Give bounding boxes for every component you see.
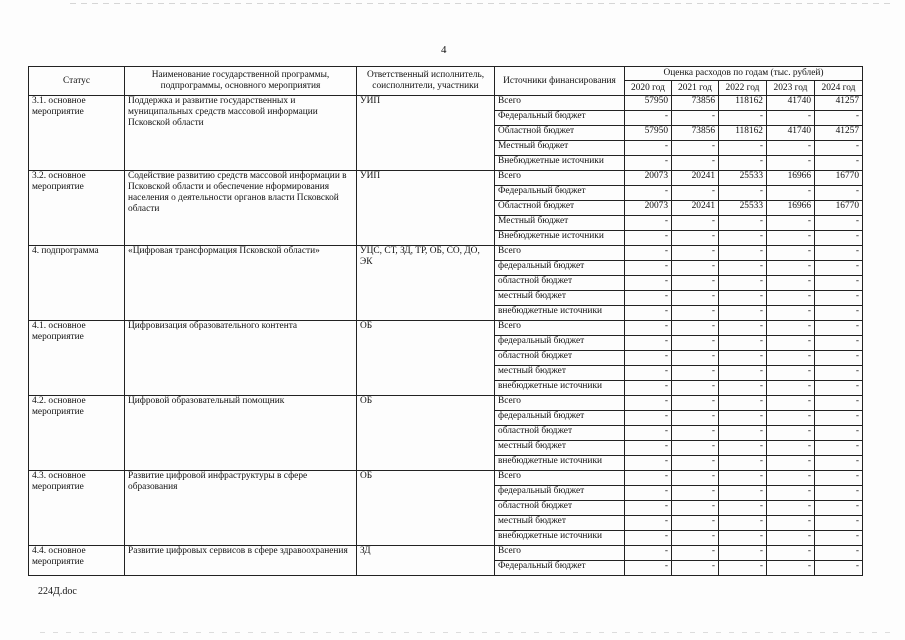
amount-cell: - <box>625 396 672 411</box>
amount-cell: - <box>672 336 719 351</box>
amount-cell: - <box>815 261 863 276</box>
amount-cell: - <box>719 351 767 366</box>
table-row <box>29 546 863 561</box>
table-row <box>29 171 863 186</box>
funding-source: Всего <box>495 96 625 111</box>
amount-cell: - <box>672 186 719 201</box>
row-executor: ОБ <box>357 471 495 546</box>
amount-cell: - <box>672 531 719 546</box>
amount-cell: 41740 <box>767 126 815 141</box>
row-name: Цифровизация образовательного контента <box>125 321 357 396</box>
amount-cell: - <box>719 396 767 411</box>
funding-source: федеральный бюджет <box>495 261 625 276</box>
funding-source: федеральный бюджет <box>495 411 625 426</box>
funding-source: местный бюджет <box>495 291 625 306</box>
amount-cell: 20241 <box>672 171 719 186</box>
amount-cell: - <box>767 441 815 456</box>
amount-cell: - <box>767 336 815 351</box>
amount-cell: - <box>815 456 863 471</box>
amount-cell: 20241 <box>672 201 719 216</box>
amount-cell: - <box>767 246 815 261</box>
amount-cell: - <box>625 456 672 471</box>
funding-source: Местный бюджет <box>495 141 625 156</box>
amount-cell: - <box>719 531 767 546</box>
amount-cell: - <box>815 546 863 561</box>
amount-cell: - <box>719 276 767 291</box>
amount-cell: - <box>672 141 719 156</box>
row-status: 4.2. основное мероприятие <box>29 396 125 471</box>
row-status: 3.2. основное мероприятие <box>29 171 125 246</box>
amount-cell: - <box>719 291 767 306</box>
amount-cell: 73856 <box>672 126 719 141</box>
amount-cell: - <box>672 111 719 126</box>
page-number: 4 <box>441 44 447 56</box>
funding-source: областной бюджет <box>495 501 625 516</box>
amount-cell: - <box>672 396 719 411</box>
table-body <box>29 96 863 576</box>
amount-cell: 16770 <box>815 201 863 216</box>
amount-cell: - <box>719 486 767 501</box>
amount-cell: - <box>672 426 719 441</box>
amount-cell: - <box>672 231 719 246</box>
funding-source: местный бюджет <box>495 366 625 381</box>
table-row <box>29 246 863 261</box>
amount-cell: - <box>767 111 815 126</box>
amount-cell: - <box>815 246 863 261</box>
amount-cell: - <box>767 141 815 156</box>
header-executor: Ответственный исполнитель, соисполнители, участники <box>357 67 495 96</box>
amount-cell: - <box>625 111 672 126</box>
amount-cell: - <box>672 411 719 426</box>
funding-source: Федеральный бюджет <box>495 111 625 126</box>
header-row <box>29 67 863 81</box>
amount-cell: - <box>625 306 672 321</box>
funding-source: федеральный бюджет <box>495 336 625 351</box>
funding-source: внебюджетные источники <box>495 381 625 396</box>
amount-cell: - <box>815 351 863 366</box>
funding-source: областной бюджет <box>495 276 625 291</box>
row-name: Развитие цифровой инфраструктуры в сфере образования <box>125 471 357 546</box>
amount-cell: - <box>815 141 863 156</box>
amount-cell: - <box>672 216 719 231</box>
amount-cell: - <box>719 366 767 381</box>
amount-cell: - <box>672 276 719 291</box>
amount-cell: - <box>625 366 672 381</box>
amount-cell: - <box>815 411 863 426</box>
amount-cell: - <box>719 471 767 486</box>
amount-cell: - <box>767 456 815 471</box>
funding-source: областной бюджет <box>495 426 625 441</box>
amount-cell: - <box>719 441 767 456</box>
amount-cell: - <box>672 501 719 516</box>
amount-cell: - <box>719 516 767 531</box>
amount-cell: 41257 <box>815 96 863 111</box>
amount-cell: - <box>767 276 815 291</box>
amount-cell: 73856 <box>672 96 719 111</box>
table-row <box>29 96 863 111</box>
amount-cell: - <box>719 456 767 471</box>
amount-cell: - <box>672 261 719 276</box>
amount-cell: - <box>815 306 863 321</box>
amount-cell: - <box>815 321 863 336</box>
funding-source: Местный бюджет <box>495 216 625 231</box>
amount-cell: - <box>767 486 815 501</box>
amount-cell: - <box>625 291 672 306</box>
amount-cell: - <box>767 216 815 231</box>
amount-cell: - <box>719 111 767 126</box>
amount-cell: - <box>625 426 672 441</box>
amount-cell: - <box>672 366 719 381</box>
header-year: 2021 год <box>672 81 719 96</box>
amount-cell: 118162 <box>719 96 767 111</box>
amount-cell: - <box>672 516 719 531</box>
amount-cell: - <box>719 141 767 156</box>
amount-cell: - <box>767 411 815 426</box>
amount-cell: - <box>625 411 672 426</box>
amount-cell: - <box>625 486 672 501</box>
amount-cell: - <box>625 216 672 231</box>
amount-cell: - <box>767 291 815 306</box>
amount-cell: - <box>625 561 672 576</box>
amount-cell: - <box>767 231 815 246</box>
funding-source: федеральный бюджет <box>495 486 625 501</box>
amount-cell: 25533 <box>719 171 767 186</box>
amount-cell: - <box>672 291 719 306</box>
amount-cell: - <box>625 501 672 516</box>
amount-cell: - <box>767 471 815 486</box>
row-status: 4.4. основное мероприятие <box>29 546 125 576</box>
amount-cell: - <box>625 546 672 561</box>
amount-cell: - <box>767 381 815 396</box>
header-year: 2023 год <box>767 81 815 96</box>
amount-cell: 20073 <box>625 201 672 216</box>
amount-cell: - <box>767 261 815 276</box>
amount-cell: - <box>719 426 767 441</box>
row-executor: ОБ <box>357 321 495 396</box>
amount-cell: - <box>625 516 672 531</box>
amount-cell: - <box>625 381 672 396</box>
amount-cell: - <box>815 471 863 486</box>
amount-cell: - <box>719 561 767 576</box>
amount-cell: - <box>719 336 767 351</box>
amount-cell: - <box>719 321 767 336</box>
amount-cell: - <box>815 441 863 456</box>
table-row <box>29 471 863 486</box>
amount-cell: - <box>815 501 863 516</box>
funding-source: Всего <box>495 171 625 186</box>
amount-cell: 20073 <box>625 171 672 186</box>
amount-cell: - <box>767 351 815 366</box>
amount-cell: - <box>719 381 767 396</box>
header-name: Наименование государственной программы, подпрограммы, основного мероприятия <box>125 67 357 96</box>
amount-cell: - <box>815 516 863 531</box>
funding-source: внебюджетные источники <box>495 456 625 471</box>
amount-cell: - <box>767 516 815 531</box>
amount-cell: 118162 <box>719 126 767 141</box>
amount-cell: - <box>719 156 767 171</box>
file-name-footer: 224Д.doc <box>38 586 77 597</box>
amount-cell: - <box>815 381 863 396</box>
amount-cell: - <box>672 546 719 561</box>
amount-cell: - <box>625 261 672 276</box>
amount-cell: - <box>815 426 863 441</box>
amount-cell: - <box>719 186 767 201</box>
amount-cell: 16966 <box>767 201 815 216</box>
amount-cell: - <box>625 231 672 246</box>
funding-source: Внебюджетные источники <box>495 231 625 246</box>
amount-cell: 16770 <box>815 171 863 186</box>
amount-cell: - <box>625 336 672 351</box>
amount-cell: - <box>672 441 719 456</box>
amount-cell: 25533 <box>719 201 767 216</box>
amount-cell: 57950 <box>625 126 672 141</box>
amount-cell: - <box>672 321 719 336</box>
funding-source: местный бюджет <box>495 516 625 531</box>
amount-cell: 41257 <box>815 126 863 141</box>
funding-source: Федеральный бюджет <box>495 186 625 201</box>
amount-cell: - <box>625 186 672 201</box>
amount-cell: - <box>672 486 719 501</box>
funding-source: Всего <box>495 246 625 261</box>
amount-cell: - <box>672 456 719 471</box>
amount-cell: - <box>625 441 672 456</box>
row-name: Развитие цифровых сервисов в сфере здравоохранения <box>125 546 357 576</box>
amount-cell: - <box>719 501 767 516</box>
amount-cell: - <box>672 471 719 486</box>
amount-cell: - <box>767 561 815 576</box>
row-executor: УЦС, СТ, ЗД, ТР, ОБ, СО, ДО, ЭК <box>357 246 495 321</box>
amount-cell: - <box>815 231 863 246</box>
header-year: 2020 год <box>625 81 672 96</box>
funding-source: областной бюджет <box>495 351 625 366</box>
funding-source: Внебюджетные источники <box>495 156 625 171</box>
amount-cell: - <box>719 216 767 231</box>
amount-cell: - <box>815 156 863 171</box>
amount-cell: - <box>815 561 863 576</box>
funding-source: Областной бюджет <box>495 201 625 216</box>
amount-cell: - <box>672 561 719 576</box>
row-executor: ЗД <box>357 546 495 576</box>
amount-cell: - <box>815 276 863 291</box>
table-row <box>29 321 863 336</box>
amount-cell: - <box>815 336 863 351</box>
funding-source: Всего <box>495 396 625 411</box>
amount-cell: - <box>767 531 815 546</box>
amount-cell: 16966 <box>767 171 815 186</box>
row-status: 3.1. основное мероприятие <box>29 96 125 171</box>
amount-cell: - <box>672 381 719 396</box>
amount-cell: - <box>767 396 815 411</box>
funding-source: местный бюджет <box>495 441 625 456</box>
amount-cell: - <box>625 531 672 546</box>
amount-cell: - <box>815 366 863 381</box>
amount-cell: - <box>815 486 863 501</box>
header-estimate: Оценка расходов по годам (тыс. рублей) <box>625 67 863 81</box>
amount-cell: - <box>625 321 672 336</box>
row-status: 4. подпрограмма <box>29 246 125 321</box>
amount-cell: - <box>625 471 672 486</box>
funding-source: Всего <box>495 546 625 561</box>
scan-artifact-top <box>70 3 890 4</box>
amount-cell: - <box>815 291 863 306</box>
amount-cell: - <box>625 141 672 156</box>
funding-source: Федеральный бюджет <box>495 561 625 576</box>
amount-cell: - <box>672 306 719 321</box>
row-status: 4.3. основное мероприятие <box>29 471 125 546</box>
amount-cell: - <box>719 231 767 246</box>
row-executor: УИП <box>357 96 495 171</box>
amount-cell: - <box>672 351 719 366</box>
amount-cell: 57950 <box>625 96 672 111</box>
row-status: 4.1. основное мероприятие <box>29 321 125 396</box>
amount-cell: - <box>719 546 767 561</box>
funding-source: Областной бюджет <box>495 126 625 141</box>
amount-cell: - <box>625 351 672 366</box>
header-status: Статус <box>29 67 125 96</box>
row-executor: ОБ <box>357 396 495 471</box>
table-row <box>29 396 863 411</box>
amount-cell: - <box>815 216 863 231</box>
amount-cell: - <box>815 396 863 411</box>
amount-cell: - <box>767 426 815 441</box>
budget-table <box>28 66 863 576</box>
amount-cell: - <box>719 411 767 426</box>
scan-artifact-bottom <box>40 632 890 633</box>
amount-cell: - <box>719 246 767 261</box>
header-year: 2022 год <box>719 81 767 96</box>
amount-cell: - <box>625 276 672 291</box>
amount-cell: - <box>672 246 719 261</box>
amount-cell: - <box>625 246 672 261</box>
row-name: Поддержка и развитие государственных и муниципальных средств массовой информации Псковской области <box>125 96 357 171</box>
amount-cell: - <box>767 321 815 336</box>
amount-cell: - <box>767 366 815 381</box>
row-name: Содействие развитию средств массовой информации в Псковской области и обеспечение нформирования населения о деятельности органов власти Псковской области <box>125 171 357 246</box>
header-sources: Источники финансирования <box>495 67 625 96</box>
amount-cell: - <box>767 186 815 201</box>
amount-cell: 41740 <box>767 96 815 111</box>
amount-cell: - <box>719 306 767 321</box>
amount-cell: - <box>767 156 815 171</box>
amount-cell: - <box>625 156 672 171</box>
funding-source: внебюджетные источники <box>495 531 625 546</box>
amount-cell: - <box>672 156 719 171</box>
row-executor: УИП <box>357 171 495 246</box>
amount-cell: - <box>815 531 863 546</box>
amount-cell: - <box>719 261 767 276</box>
amount-cell: - <box>815 111 863 126</box>
row-name: «Цифровая трансформация Псковской области» <box>125 246 357 321</box>
funding-source: Всего <box>495 321 625 336</box>
funding-source: Всего <box>495 471 625 486</box>
amount-cell: - <box>767 306 815 321</box>
amount-cell: - <box>767 501 815 516</box>
funding-source: внебюджетные источники <box>495 306 625 321</box>
header-year: 2024 год <box>815 81 863 96</box>
amount-cell: - <box>815 186 863 201</box>
amount-cell: - <box>767 546 815 561</box>
row-name: Цифровой образовательный помощник <box>125 396 357 471</box>
